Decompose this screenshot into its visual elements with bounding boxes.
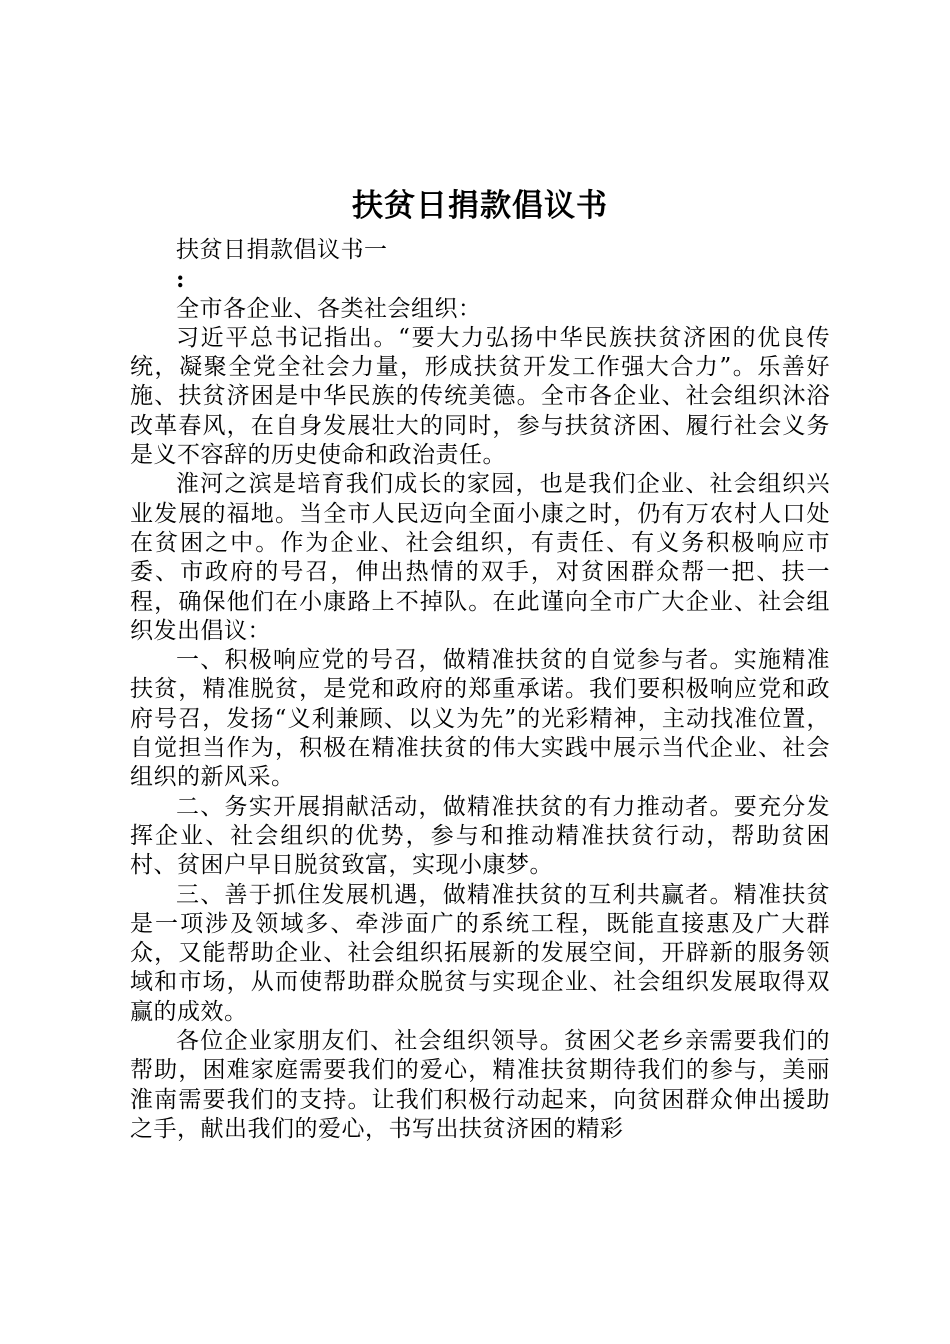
document-page: [130, 180, 830, 1144]
colon-line: :: [176, 266, 185, 294]
body-paragraph-2: 淮河之滨是培育我们成长的家园，也是我们企业、社会组织兴业发展的福地。当全市人民迈向全面小康之时，仍有万农村人口处在贫困之中。作为企业、社会组织，有责任、有义务积极响应市委、市政府的号召，伸出热情的双手，对贫困群众帮一把、扶一程，确保他们在小康路上不掉队。在此谨向全市广大企业、社会组织发出倡议：: [130, 471, 830, 644]
salutation: 全市各企业、各类社会组织：: [176, 295, 482, 322]
closing-paragraph: 各位企业家朋友们、社会组织领导。贫困父老乡亲需要我们的帮助，困难家庭需要我们的爱心，精准扶贫期待我们的参与，美丽淮南需要我们的支持。让我们积极行动起来，向贫困群众伸出援助之手，献出我们的爱心，书写出扶贫济困的精彩: [130, 1028, 830, 1142]
proposal-item-1: 一、积极响应党的号召，做精准扶贫的自觉参与者。实施精准扶贫，精准脱贫，是党和政府的郑重承诺。我们要积极响应党和政府号召，发扬“义利兼顾、以义为先”的光彩精神，主动找准位置，自觉担当作为，积极在精准扶贫的伟大实践中展示当代企业、社会组织的新风采。: [130, 647, 830, 791]
body-paragraph-1: 习近平总书记指出。“要大力弘扬中华民族扶贫济困的优良传统，凝聚全党全社会力量，形成扶贫开发工作强大合力”。乐善好施、扶贫济困是中华民族的传统美德。全市各企业、社会组织沐浴改革春风，在自身发展壮大的同时，参与扶贫济困、履行社会义务是义不容辞的历史使命和政治责任。: [130, 324, 830, 469]
proposal-item-3: 三、善于抓住发展机遇，做精准扶贫的互利共赢者。精准扶贫是一项涉及领域多、牵涉面广的系统工程，既能直接惠及广大群众，又能帮助企业、社会组织拓展新的发展空间，开辟新的服务领域和市场，从而使帮助群众脱贫与实现企业、社会组织发展取得双赢的成效。: [130, 881, 830, 1025]
document-title: 扶贫日捐款倡议书: [352, 188, 608, 224]
subtitle-line: 扶贫日捐款倡议书一: [176, 237, 388, 263]
proposal-item-2: 二、务实开展捐献活动，做精准扶贫的有力推动者。要充分发挥企业、社会组织的优势，参与和推动精准扶贫行动，帮助贫困村、贫困户早日脱贫致富，实现小康梦。: [130, 793, 830, 879]
